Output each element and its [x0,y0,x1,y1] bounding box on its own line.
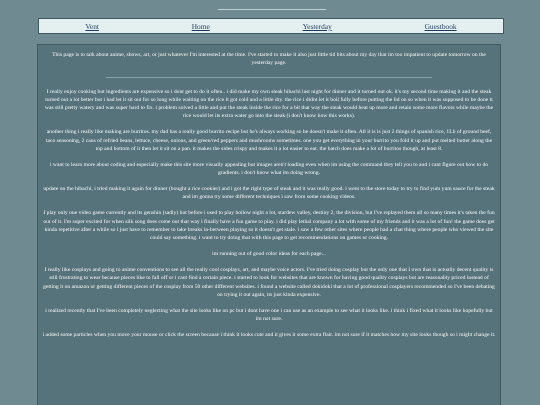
post-video-games: I play only one video game currently and its genshin (sadly) but before i used to play hollow night a lot, stardew valley, destiny 2, the division, but I've replayed them all so many times it's taken the fun out of it. I'm super excited for when silk song does come out that way i finally have a fun game to play. i did play lethal company a lot with some of my friends and it was a lot of fun! the game does get kinda repetitive after a while so i just have to remember to take breaks in-between playing so it doesn't get stale. i saw a few other sites where people had a chat thing where people who viewed the site could say something. i want to try doing that with this page to get recommendations on games or cooking. [43,210,495,242]
post-particles: i added some particles when you move your mouse or click the screen because i think it looks cute and it gives it some extra flair. im not sure if it matches how my site looks though so i might change it. [42,331,496,338]
nav-link-yesterday[interactable]: Yesterday [302,21,332,31]
post-hibachi-update: update on the hibachi, i tried making it again for dinner (bought a rice cookier) and i got the right type of steak and it was really good. i went to the store today to try to find yum yum sauce for the steak and im gonna try some different techniques i saw from some cooking videos. [43,186,495,201]
post-color-ideas: im running out of good color ideas for each page... [212,251,326,258]
top-divider [218,9,326,10]
post-cooking-hibachi: I really enjoy cooking but ingredients are expensive so i dont get to do it often.. i did make my own steak hibachi last night for dinner and it turned out ok. it's my second time making it and the steak turned out a lot better but i had let it sit out for so long while waiting on the rice it got cold and a little dry. the rice i didnt let it boil fully before putting the lid on so when it was supposed to be done it was still pretty watery and was super hard to fix. i problem solved a little and put the steak inside the rice for a bit that way the steak would heat up more and retain some more flavors while maybe the rice would let its extra water go into the steak (i don't know how this works). [44,88,494,120]
nav-link-guestbook[interactable]: Guestbook [424,21,457,31]
intro-text: This page is to talk about anime, shows, art, or just whatever I'm interested at the time. I've started to make it also just little tid bits about my day that im too impatient to update tomorrow on the yesterday page. [52,52,486,67]
post-coding: i want to learn more about coding and especially make this site more visually appealing but images aren't loading even when im using the command they tell you to and i cant figure out how to do gradients. i don't know what im doing wrong. [49,161,489,177]
post-burritos: another thing i really like making are burritos. my dad has a really good burrito recipe but he's always working so he doesn't make it often. All it is is just 2 things of spanish rice, 1Lb of ground beef, taco seasoning, 2 cans of refried beans, lettuce, cheese, onions, and green/red peppers and mushrooms sometimes. one you get everything in your burrito you fold it up and put melted butter along the top and bottom of it then let it sit on a pan. it makes the sides crispy and makes it a lot easier to eat. the batch does make a lot of burritos though, at least 8. [45,129,493,152]
post-pc-layout: i realized recently that I've been completely neglecting what the site looks like on pc but i dont have one i can use as an example to see what it looks like. i think i fixed what it looks like hopefully but im not sure. [45,307,493,322]
nav-link-vent[interactable]: Vent [85,21,99,31]
nav-link-home[interactable]: Home [191,21,210,31]
top-nav [38,18,504,34]
content-panel [37,44,501,405]
post-cosplay: I really like cosplays and going to anime conventions to see all the really cool cosplays, art, and maybe voice actors. I've tried doing cosplay but the only one that I own that is actually decent quality is still frustrating to wear because pieces like to fall off or i cant find a certain piece. i started to look for websites that are known for having good quality cosplays but are reasonably priced instead of getting it on amazon or getting different pieces of the cosplay from 50 other different websites. i found a website called dokidoki that a lot of professional cosplayers recommended so I've been debating on trying it out again, its just kinda expensive. [43,266,495,298]
intro-divider [106,77,433,78]
